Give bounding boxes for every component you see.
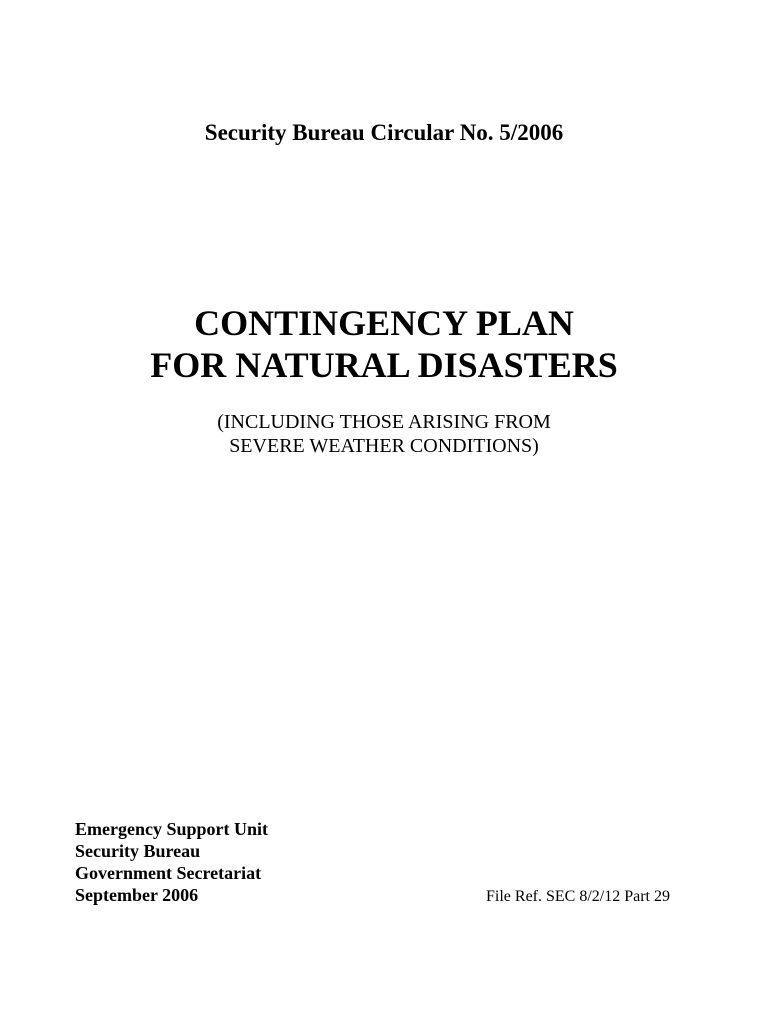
issue-date: September 2006 (75, 885, 199, 905)
subtitle-line-2: SEVERE WEATHER CONDITIONS) (229, 435, 539, 457)
circular-number: Security Bureau Circular No. 5/2006 (204, 120, 564, 145)
title-line-1: CONTINGENCY PLAN (194, 303, 574, 343)
issuer-block (75, 818, 268, 906)
title-line-2: FOR NATURAL DISASTERS (150, 345, 618, 385)
issuer-secretariat: Government Secretariat (75, 863, 262, 883)
document-title (0, 302, 768, 386)
subtitle-line-1: (INCLUDING THOSE ARISING FROM (217, 411, 551, 433)
issuer-bureau: Security Bureau (75, 841, 201, 861)
document-subtitle (0, 410, 768, 458)
issuer-unit: Emergency Support Unit (75, 819, 268, 839)
file-reference: File Ref. SEC 8/2/12 Part 29 (486, 888, 670, 905)
